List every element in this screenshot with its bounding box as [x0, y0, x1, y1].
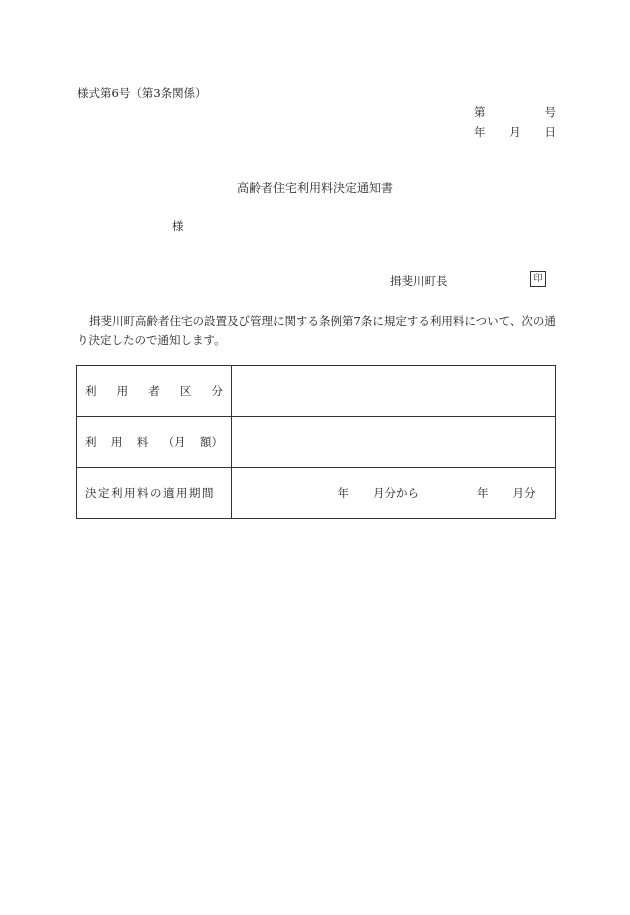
seal-mark: 印: [530, 271, 546, 287]
period-label-text: 決定利用料の適用期間: [85, 486, 215, 500]
date-year: 年: [474, 125, 486, 139]
label-char: 者: [148, 384, 160, 398]
document-title: 高齢者住宅利用料決定通知書: [236, 181, 393, 195]
table-row: [77, 417, 556, 468]
recipient-suffix: 様: [172, 219, 184, 233]
date-day: 日: [544, 125, 556, 139]
user-category-label: [77, 366, 232, 417]
period-end-month: 月分: [512, 486, 536, 500]
user-category-value: [232, 366, 556, 417]
label-char: 額）: [200, 435, 223, 449]
label-char: （月: [162, 435, 186, 449]
label-char: 利: [85, 435, 97, 449]
issue-date: [474, 124, 556, 140]
period-end-year: 年: [477, 486, 489, 500]
document-number: [474, 104, 556, 120]
body-text: 揖斐川町高齢者住宅の設置及び管理に関する条例第7条に規定する利用料について、次の通り決定したので通知します。: [77, 314, 556, 347]
label-char: 料: [136, 435, 149, 449]
label-char: 用: [110, 435, 123, 449]
label-char: 区: [179, 384, 192, 398]
issuer-name: 揖斐川町長: [390, 274, 448, 288]
monthly-fee-value: [232, 417, 556, 468]
period-value: [232, 468, 556, 519]
label-char: 分: [211, 384, 223, 398]
doc-number-suffix: 号: [544, 105, 556, 119]
period-start-month: 月分から: [373, 486, 419, 500]
table-row: [77, 468, 556, 519]
monthly-fee-label: [77, 417, 232, 468]
doc-number-prefix: 第: [474, 105, 486, 119]
form-number: 様式第6号（第3条関係）: [77, 86, 207, 100]
decision-table: [76, 365, 556, 519]
label-char: 利: [85, 384, 97, 398]
label-char: 用: [116, 384, 129, 398]
period-label: [77, 468, 232, 519]
period-start-year: 年: [337, 486, 349, 500]
table-row: [77, 366, 556, 417]
date-month: 月: [509, 125, 521, 139]
